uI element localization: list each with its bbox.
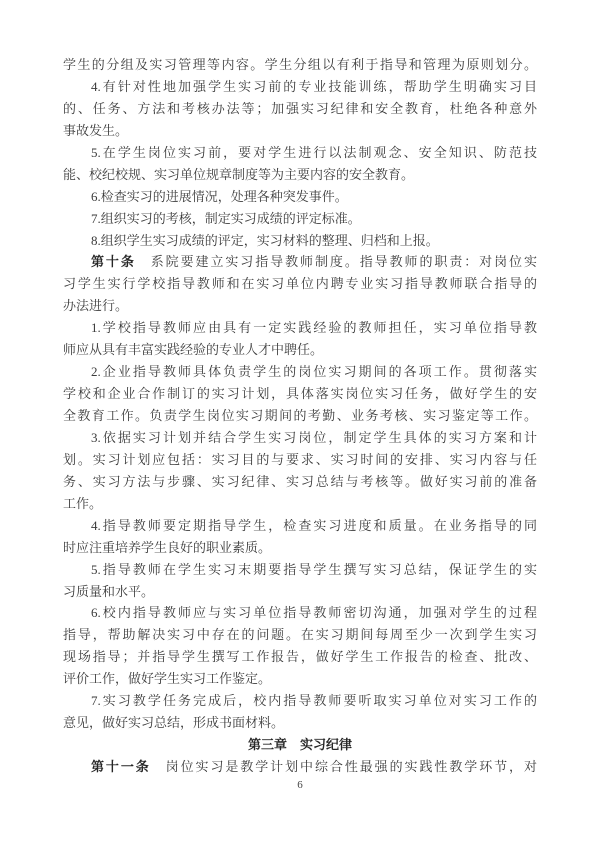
body-text: 办法进行。: [63, 298, 129, 314]
article-line: [63, 251, 537, 273]
text-line: [63, 493, 537, 515]
body-text: 现场指导；并指导学生撰写工作报告，做好学生工作报告的检查、批改、: [63, 649, 537, 665]
body-text: 事故发生。: [63, 122, 129, 138]
body-text: 5.指导教师在学生实习末期要指导学生撰写实习总结，保证学生的实: [91, 561, 537, 577]
body-text: 3.依据实习计划并结合学生实习岗位，制定学生具体的实习方案和计: [91, 429, 537, 445]
body-text: 系院要建立实习指导教师制度。指导教师的职责：对岗位实: [135, 254, 537, 270]
emphasis-text: 第十条: [91, 254, 136, 270]
body-text: 2.企业指导教师具体负责学生的岗位实习期间的各项工作。贯彻落实: [91, 364, 537, 380]
text-line: [63, 405, 537, 427]
body-text: 1.学校指导教师应由具有一定实践经验的教师担任，实习单位指导教: [91, 320, 537, 336]
text-line: [63, 646, 537, 668]
body-text: 能、校纪校规、实习单位规章制度等为主要内容的安全教育。: [63, 166, 415, 182]
body-text: 时应注重培养学生良好的职业素质。: [63, 539, 272, 555]
text-line: [63, 142, 537, 164]
body-text: 4.有针对性地加强学生实习前的专业技能训练，帮助学生明确实习目: [91, 78, 537, 94]
page-number: 6: [297, 779, 303, 791]
text-line: [63, 361, 537, 383]
body-text: 学生的分组及实习管理等内容。学生分组以有利于指导和管理为原则划分。: [63, 57, 537, 72]
text-line: [63, 383, 537, 405]
text-line: [63, 273, 537, 295]
text-line: [63, 98, 537, 120]
text-line: [63, 427, 537, 449]
body-text: 划。实习计划应包括：实习目的与要求、实习时间的安排、实习内容与任: [63, 451, 537, 467]
body-text: 全教育工作。负责学生岗位实习期间的考勤、业务考核、实习鉴定等工作。: [63, 408, 537, 423]
text-line: [63, 581, 537, 603]
body-text: 岗位实习是教学计划中综合性最强的实践性教学环节，对: [150, 759, 537, 774]
text-line: [63, 120, 537, 142]
body-text: 5.在学生岗位实习前，要对学生进行以法制观念、安全知识、防范技: [91, 144, 537, 160]
body-text: 学校和企业合作制订的实习计划，具体落实岗位实习任务，做好学生的安: [63, 386, 537, 402]
emphasis-text: 第三章 实习纪律: [247, 737, 352, 753]
text-line: [63, 295, 537, 317]
body-text: 的、任务、方法和考核办法等；加强实习纪律和安全教育，杜绝各种意外: [63, 100, 537, 116]
body-text: 习学生实行学校指导教师和在实习单位内聘专业实习指导教师联合指导的: [63, 276, 537, 292]
body-text: 7.实习教学任务完成后，校内指导教师要听取实习单位对实习工作的: [91, 693, 537, 709]
body-text: 8.组织学生实习成绩的评定，实习材料的整理、归档和上报。: [91, 232, 439, 248]
text-line: [63, 164, 537, 186]
body-text: 工作。: [63, 495, 103, 511]
text-line: [63, 76, 537, 98]
chapter-heading: [63, 734, 537, 756]
body-text: 6.检查实习的进展情况，处理各种突发事件。: [91, 188, 348, 204]
body-text: 7.组织实习的考核，制定实习成绩的评定标准。: [91, 210, 361, 226]
text-line: [63, 668, 537, 690]
text-line: [63, 559, 537, 581]
text-line: [63, 230, 537, 252]
text-line: [63, 712, 537, 734]
body-text: 师应从具有丰富实践经验的专业人才中聘任。: [63, 342, 324, 358]
text-line: [63, 602, 537, 624]
text-line: [63, 624, 537, 646]
body-text: 指导，帮助解决实习中存在的问题。在实习期间每周至少一次到学生实习: [63, 627, 537, 643]
text-line: [63, 471, 537, 493]
text-line: [63, 537, 537, 559]
document-body: [63, 54, 537, 778]
body-text: 4.指导教师要定期指导学生，检查实习进度和质量。在业务指导的同: [91, 517, 537, 533]
body-text: 6.校内指导教师应与实习单位指导教师密切沟通，加强对学生的过程: [91, 605, 537, 621]
text-line: [63, 317, 537, 339]
text-line: [63, 54, 537, 76]
text-line: [63, 339, 537, 361]
body-text: 习质量和水平。: [63, 583, 155, 599]
emphasis-text: 第十一条: [91, 759, 151, 774]
text-line: [63, 208, 537, 230]
text-line: [63, 449, 537, 471]
body-text: 意见，做好实习总结，形成书面材料。: [63, 715, 285, 731]
body-text: 务、实习方法与步骤、实习纪律、实习总结与考核等。做好实习前的准备: [63, 473, 537, 489]
body-text: 评价工作，做好学生实习工作鉴定。: [63, 671, 272, 687]
text-line: [63, 186, 537, 208]
text-line: [63, 515, 537, 537]
text-line: [63, 690, 537, 712]
